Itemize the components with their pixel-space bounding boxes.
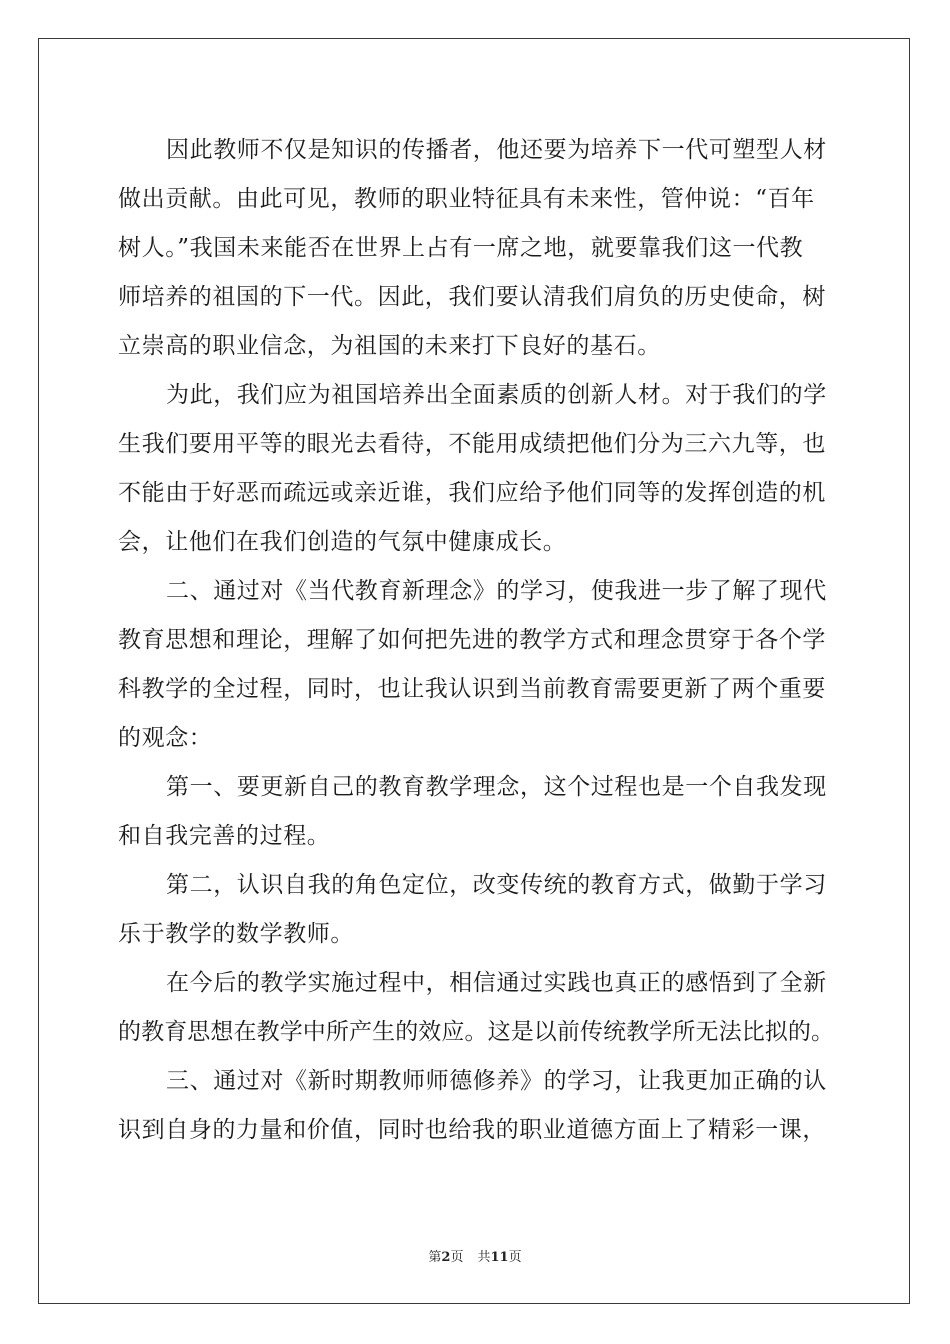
text-line: 乐于教学的数学教师。 bbox=[118, 921, 354, 947]
text-line: 教育思想和理论，理解了如何把先进的教学方式和理念贯穿于各个学 bbox=[118, 627, 826, 653]
text-line: 和自我完善的过程。 bbox=[118, 823, 331, 849]
text-line: 科教学的全过程，同时，也让我认识到当前教育需要更新了两个重要 bbox=[118, 676, 826, 702]
text-line: 第一、要更新自己的教育教学理念，这个过程也是一个自我发现 bbox=[166, 774, 827, 800]
page-footer bbox=[0, 1246, 950, 1265]
text-line: 在今后的教学实施过程中，相信通过实践也真正的感悟到了全新 bbox=[166, 970, 827, 996]
text-line: 会，让他们在我们创造的气氛中健康成长。 bbox=[118, 529, 567, 555]
text-line: 为此，我们应为祖国培养出全面素质的创新人材。对于我们的学 bbox=[166, 382, 827, 408]
text-line: 师培养的祖国的下一代。因此，我们要认清我们肩负的历史使命，树 bbox=[118, 284, 826, 310]
text-line: 第二，认识自我的角色定位，改变传统的教育方式，做勤于学习 bbox=[166, 872, 827, 898]
text-line: 识到自身的力量和价值，同时也给我的职业道德方面上了精彩一课， bbox=[118, 1117, 826, 1143]
text-line: 不能由于好恶而疏远或亲近谁，我们应给予他们同等的发挥创造的机 bbox=[118, 480, 826, 506]
text-line: 的教育思想在教学中所产生的效应。这是以前传统教学所无法比拟的。 bbox=[118, 1019, 835, 1045]
text-line: 的观念： bbox=[118, 725, 213, 751]
total-suffix: 页 bbox=[508, 1250, 522, 1265]
text-line: 因此教师不仅是知识的传播者，他还要为培养下一代可塑型人材 bbox=[166, 137, 827, 163]
page-suffix: 页 bbox=[450, 1250, 464, 1265]
text-line: 树人。”我国未来能否在世界上占有一席之地，就要靠我们这一代教 bbox=[118, 235, 804, 261]
document-body bbox=[118, 126, 836, 1155]
page-prefix: 第 bbox=[428, 1250, 442, 1265]
page-number: 2 bbox=[441, 1250, 451, 1265]
text-line: 二、通过对《当代教育新理念》的学习，使我进一步了解了现代 bbox=[166, 578, 827, 604]
text-line: 做出贡献。由此可见，教师的职业特征具有未来性，管仲说：“百年 bbox=[118, 186, 815, 212]
text-line: 三、通过对《新时期教师师德修养》的学习，让我更加正确的认 bbox=[166, 1068, 827, 1094]
text-line: 立崇高的职业信念，为祖国的未来打下良好的基石。 bbox=[118, 333, 661, 359]
total-pages: 11 bbox=[490, 1250, 509, 1265]
text-line: 生我们要用平等的眼光去看待，不能用成绩把他们分为三六九等，也 bbox=[118, 431, 826, 457]
total-prefix: 共 bbox=[477, 1250, 491, 1265]
